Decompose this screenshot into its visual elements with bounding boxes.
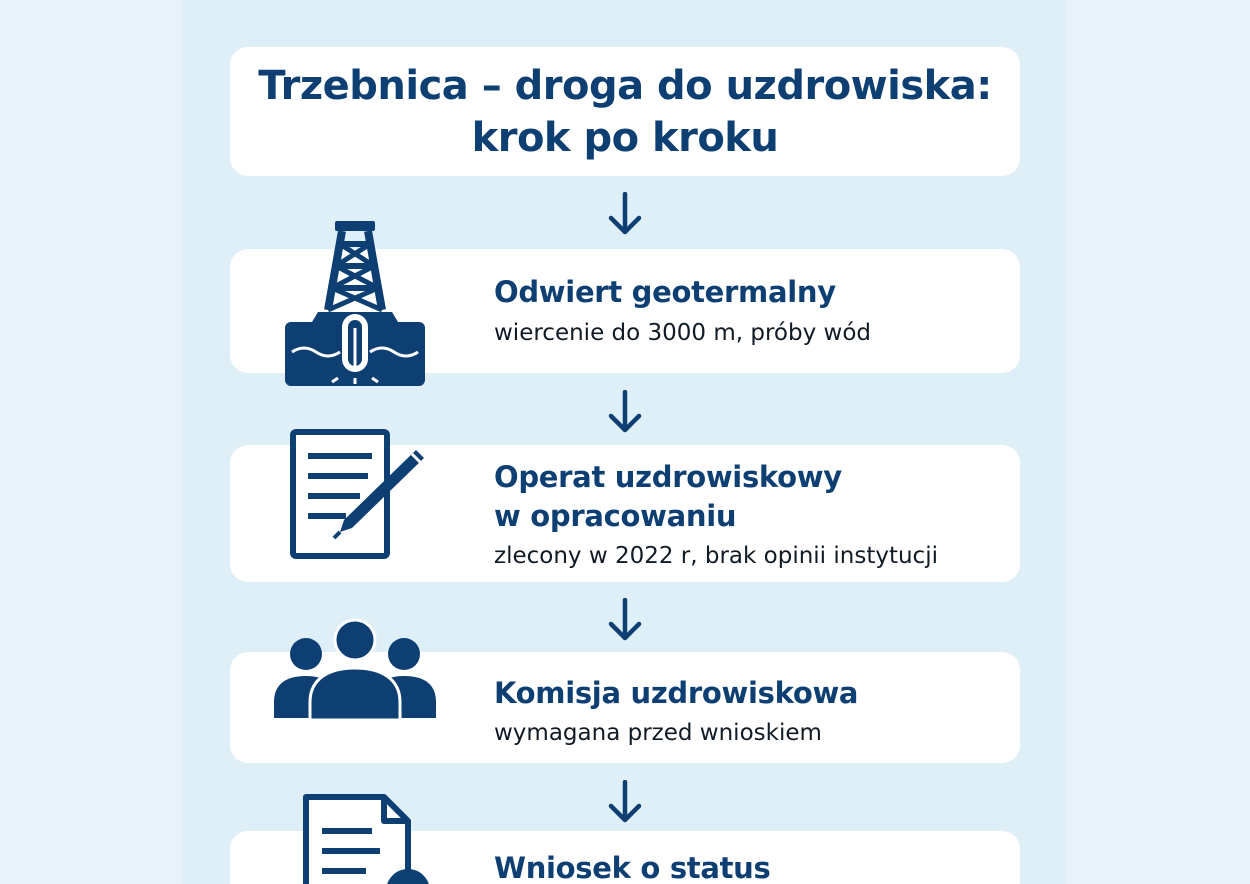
down-arrow-icon bbox=[606, 192, 644, 238]
document-pen-icon bbox=[288, 428, 430, 560]
step-3-subtitle: wymagana przed wnioskiem bbox=[494, 720, 822, 746]
application-document-icon bbox=[300, 793, 430, 884]
down-arrow-icon bbox=[606, 598, 644, 644]
step-4-title: Wniosek o status bbox=[494, 851, 771, 884]
step-2-subtitle: zlecony w 2022 r, brak opinii instytucji bbox=[494, 543, 938, 569]
title-line-2: krok po kroku bbox=[471, 114, 779, 161]
step-1-subtitle: wiercenie do 3000 m, próby wód bbox=[494, 320, 872, 346]
title-card bbox=[230, 47, 1020, 176]
drilling-rig-icon bbox=[280, 218, 430, 388]
step-3-title: Komisja uzdrowiskowa bbox=[494, 676, 859, 710]
title-line-1: Trzebnica – droga do uzdrowiska: bbox=[258, 62, 992, 109]
people-group-icon bbox=[272, 618, 438, 722]
down-arrow-icon bbox=[606, 780, 644, 826]
step-1-title: Odwiert geotermalny bbox=[494, 275, 836, 309]
down-arrow-icon bbox=[606, 390, 644, 436]
step-2-title-line-2: w opracowaniu bbox=[494, 499, 737, 533]
step-2-title-line-1: Operat uzdrowiskowy bbox=[494, 460, 842, 494]
